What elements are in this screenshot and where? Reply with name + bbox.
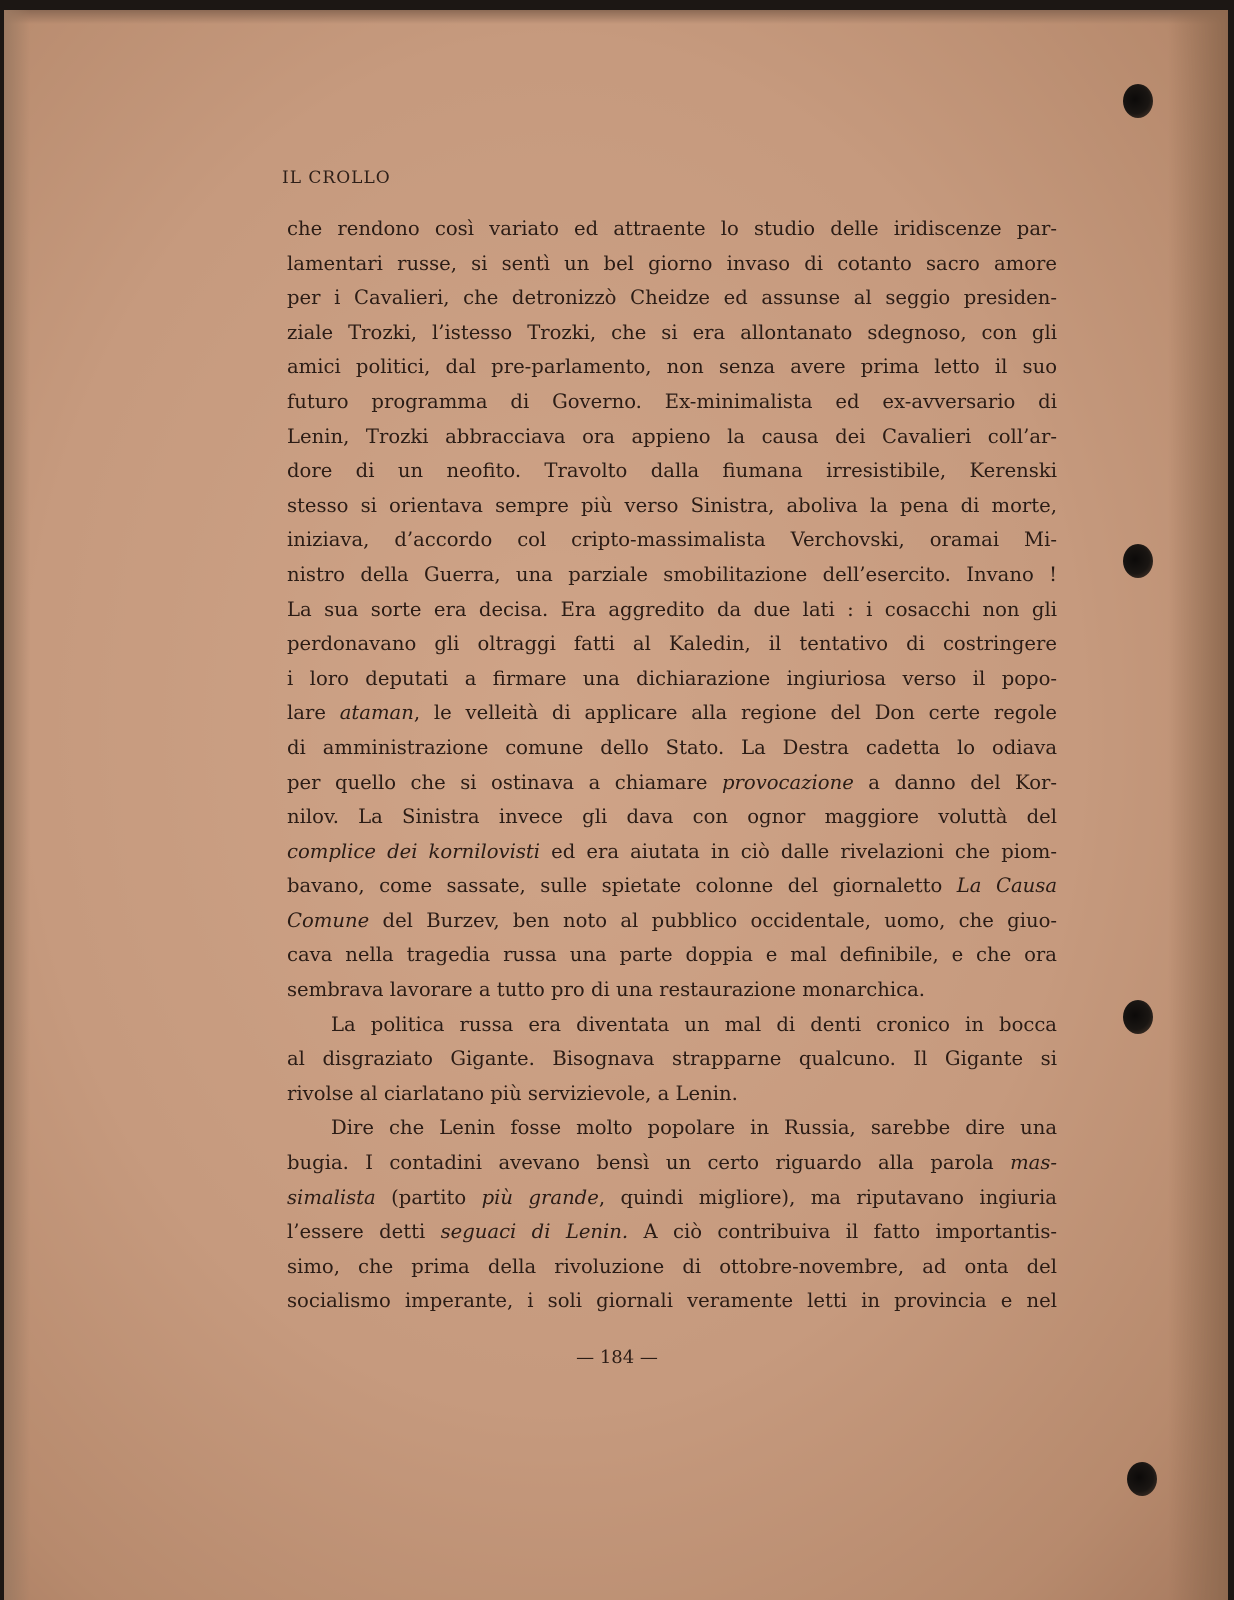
text-run: al disgraziato Gigante. Bisognava strapparne qualcuno. Il Gigante si: [287, 1047, 1057, 1071]
text-run: Lenin, Trozki abbracciava ora appieno la causa dei Cavalieri coll’ar-: [287, 424, 1057, 448]
text-run: ed era aiutata in ciò dalle rivelazioni che piom-: [540, 839, 1057, 863]
text-run: (partito: [375, 1185, 482, 1209]
text-line: [287, 1215, 1057, 1250]
text-run: i loro deputati a firmare una dichiarazione ingiuriosa verso il popo-: [287, 666, 1057, 690]
italic-text: complice dei kornilovisti: [287, 839, 541, 863]
text-line: [287, 1077, 1057, 1112]
text-run: iniziava, d’accordo col cripto-massimalista Verchovski, oramai Mi-: [287, 528, 1057, 552]
text-line: [287, 1042, 1057, 1077]
text-run: stesso si orientava sempre più verso Sinistra, aboliva la pena di morte,: [287, 493, 1057, 517]
text-run: nistro della Guerra, una parziale smobilitazione dell’esercito. Invano !: [287, 562, 1057, 586]
text-line: [287, 696, 1057, 731]
text-line: [287, 1111, 1057, 1146]
italic-text: Comune: [287, 908, 370, 932]
text-line: [287, 1146, 1057, 1181]
text-line: [287, 800, 1057, 835]
italic-text: ataman: [339, 701, 414, 725]
text-run: dore di un neofito. Travolto dalla fiumana irresistibile, Kerenski: [287, 459, 1057, 483]
text-run: rivolse al ciarlatano più servizievole, a Lenin.: [287, 1081, 738, 1105]
text-run: bavano, come sassate, sulle spietate colonne del giornaletto: [287, 874, 957, 898]
text-run: A ciò contribuiva il fatto importantis-: [628, 1220, 1057, 1244]
text-run: bugia. I contadini avevano bensì un certo riguardo alla parola: [287, 1151, 1011, 1175]
page-number: — 184 —: [576, 1347, 658, 1368]
binding-hole-3: [1123, 1000, 1153, 1034]
text-run: nilov. La Sinistra invece gli dava con ognor maggiore voluttà del: [287, 805, 1057, 829]
text-line: [287, 1250, 1057, 1285]
italic-text: simalista: [287, 1185, 376, 1209]
text-line: [287, 523, 1057, 558]
italic-text: seguaci di Lenin.: [440, 1220, 629, 1244]
italic-text: La Causa: [956, 874, 1057, 898]
text-line: [287, 1008, 1057, 1043]
text-line: [287, 938, 1057, 973]
text-run: , le velleità di applicare alla regione del Don certe regole: [413, 701, 1058, 725]
text-run: La politica russa era diventata un mal di denti cronico in bocca: [331, 1012, 1057, 1036]
text-line: [287, 316, 1057, 351]
text-run: socialismo imperante, i soli giornali veramente letti in provincia e nel: [287, 1289, 1057, 1313]
text-run: lare: [287, 701, 340, 725]
text-line: [287, 420, 1057, 455]
text-run: per quello che si ostinava a chiamare: [287, 770, 722, 794]
text-run: , quindi migliore), ma riputavano ingiuria: [598, 1185, 1057, 1209]
text-run: di amministrazione comune dello Stato. La Destra cadetta lo odiava: [287, 735, 1057, 759]
text-run: perdonavano gli oltraggi fatti al Kaledin, il tentativo di costringere: [287, 632, 1057, 656]
body-text: [287, 212, 1057, 1319]
text-run: che rendono così variato ed attraente lo studio delle iridiscenze par-: [287, 217, 1057, 240]
text-run: a danno del Kor-: [853, 770, 1057, 794]
text-line: [287, 973, 1057, 1008]
text-line: [287, 454, 1057, 489]
text-run: La sua sorte era decisa. Era aggredito da due lati : i cosacchi non gli: [287, 597, 1057, 621]
italic-text: mas-: [1010, 1151, 1057, 1175]
page-edge-shadow-top: [4, 10, 1228, 24]
text-line: [287, 904, 1057, 939]
text-line: [287, 766, 1057, 801]
text-line: [287, 350, 1057, 385]
text-line: [287, 247, 1057, 282]
italic-text: provocazione: [721, 770, 854, 794]
text-line: [287, 489, 1057, 524]
text-line: [287, 731, 1057, 766]
text-run: del Burzev, ben noto al pubblico occidentale, uomo, che giuo-: [369, 908, 1057, 932]
text-line: [287, 593, 1057, 628]
text-run: futuro programma di Governo. Ex-minimalista ed ex-avversario di: [287, 389, 1057, 413]
text-line: [287, 558, 1057, 593]
text-line: [287, 1284, 1057, 1319]
text-run: l’essere detti: [287, 1220, 441, 1244]
italic-text: più grande: [481, 1185, 599, 1209]
binding-hole-4: [1127, 1462, 1157, 1496]
text-line: [287, 835, 1057, 870]
text-line: [287, 281, 1057, 316]
text-run: amici politici, dal pre-parlamento, non senza avere prima letto il suo: [287, 355, 1057, 379]
binding-hole-1: [1123, 84, 1153, 118]
text-line: [287, 869, 1057, 904]
running-head: IL CROLLO: [282, 168, 391, 188]
text-run: simo, che prima della rivoluzione di ottobre-novembre, ad onta del: [287, 1254, 1057, 1278]
text-run: Dire che Lenin fosse molto popolare in Russia, sarebbe dire una: [331, 1116, 1057, 1140]
text-line: [287, 212, 1057, 247]
text-line: [287, 1181, 1057, 1216]
text-line: [287, 627, 1057, 662]
binding-hole-2: [1123, 544, 1153, 578]
text-run: per i Cavalieri, che detronizzò Cheidze ed assunse al seggio presiden-: [287, 286, 1057, 310]
text-run: ziale Trozki, l’istesso Trozki, che si era allontanato sdegnoso, con gli: [287, 320, 1057, 344]
text-run: lamentari russe, si sentì un bel giorno invaso di cotanto sacro amore: [287, 251, 1057, 275]
text-run: sembrava lavorare a tutto pro di una restaurazione monarchica.: [287, 978, 926, 1002]
text-line: [287, 662, 1057, 697]
text-line: [287, 385, 1057, 420]
text-run: cava nella tragedia russa una parte doppia e mal definibile, e che ora: [287, 943, 1057, 967]
